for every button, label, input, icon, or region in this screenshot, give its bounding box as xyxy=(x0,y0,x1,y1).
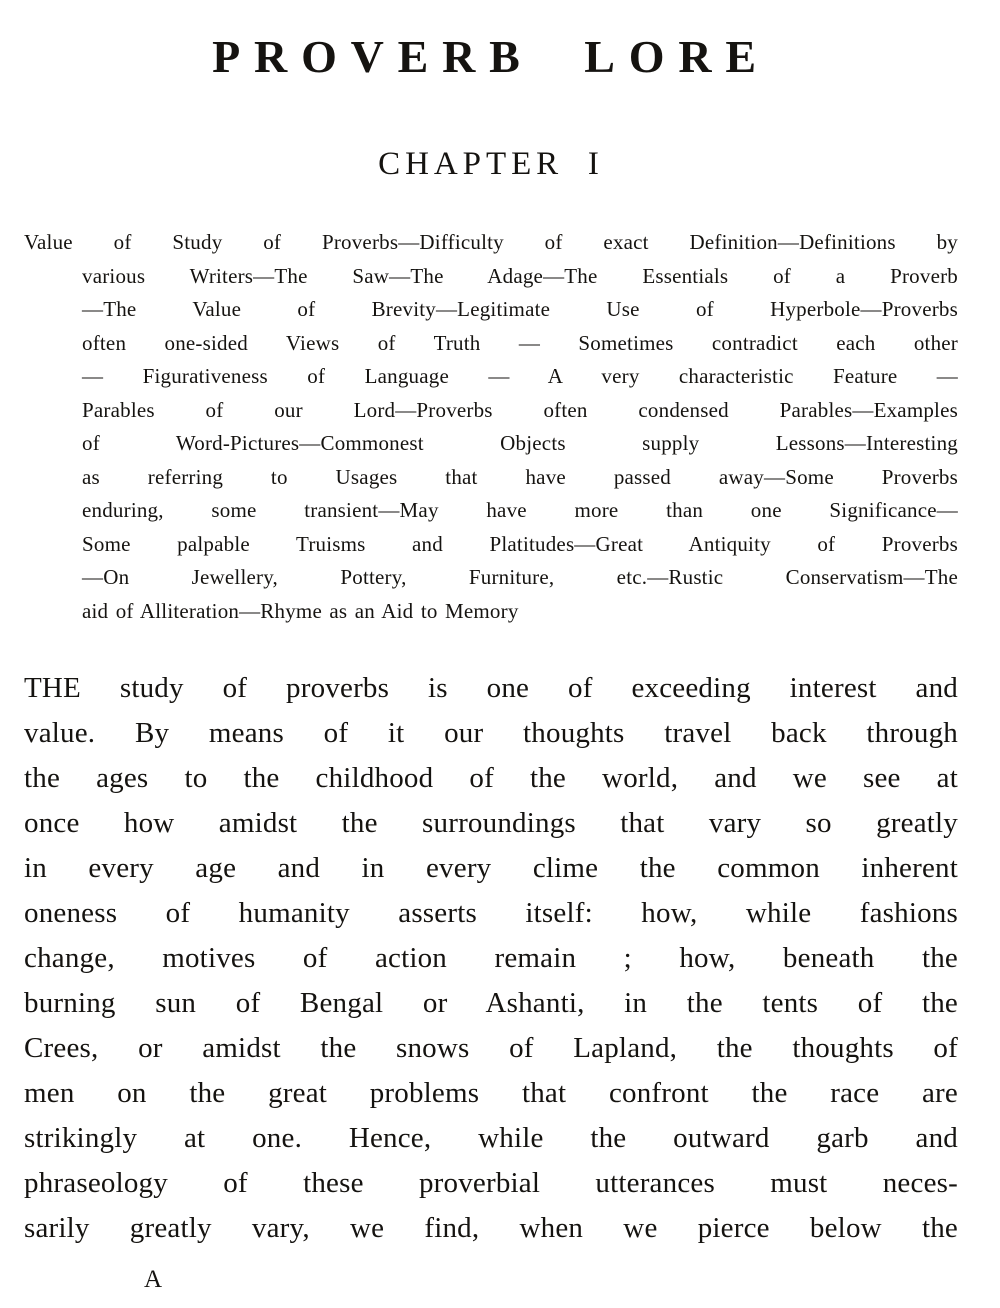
signature-mark: A xyxy=(144,1266,163,1293)
body-paragraph xyxy=(24,666,958,1251)
text-line: aid of Alliteration—Rhyme as an Aid to Memory xyxy=(82,598,519,623)
text-line: —On Jewellery, Pottery, Furniture, etc.—Rustic Conservatism—The xyxy=(82,565,958,589)
text-line: Some palpable Truisms and Platitudes—Great Antiquity of Proverbs xyxy=(82,531,958,556)
text-line: oneness of humanity asserts itself: how, while fashions xyxy=(24,897,958,929)
chapter-summary xyxy=(24,226,958,628)
text-line: sarily greatly vary, we find, when we pierce below the xyxy=(24,1212,958,1244)
text-line: strikingly at one. Hence, while the outward garb and xyxy=(24,1122,958,1154)
text-line: phraseology of these proverbial utterances must neces- xyxy=(24,1167,958,1199)
text-line: in every age and in every clime the common inherent xyxy=(24,852,958,884)
text-line: Value of Study of Proverbs—Difficulty of exact Definition—Definitions by xyxy=(24,230,958,254)
book-title: PROVERB LORE xyxy=(212,31,770,82)
text-line: value. By means of it our thoughts travel back through xyxy=(24,717,958,749)
text-line: enduring, some transient—May have more than one Significance— xyxy=(82,498,958,522)
text-line: —The Value of Brevity—Legitimate Use of Hyperbole—Proverbs xyxy=(82,297,958,321)
text-line: once how amidst the surroundings that vary so greatly xyxy=(24,807,958,839)
text-line: various Writers—The Saw—The Adage—The Essentials of a Proverb xyxy=(82,263,958,288)
text-line: often one-sided Views of Truth — Sometimes contradict each other xyxy=(82,330,958,355)
text-line: change, motives of action remain ; how, beneath the xyxy=(24,942,958,974)
text-line: THE study of proverbs is one of exceeding interest and xyxy=(24,672,958,704)
chapter-heading: CHAPTER I xyxy=(378,146,604,182)
text-line: — Figurativeness of Language — A very characteristic Feature — xyxy=(82,364,958,388)
text-line: the ages to the childhood of the world, and we see at xyxy=(24,762,958,794)
text-line: of Word-Pictures—Commonest Objects supply Lessons—Interesting xyxy=(82,431,958,455)
text-line: as referring to Usages that have passed away—Some Proverbs xyxy=(82,464,958,489)
text-line: Parables of our Lord—Proverbs often condensed Parables—Examples xyxy=(82,397,958,422)
text-line: men on the great problems that confront the race are xyxy=(24,1077,958,1109)
text-line: burning sun of Bengal or Ashanti, in the tents of the xyxy=(24,987,958,1019)
text-line: Crees, or amidst the snows of Lapland, the thoughts of xyxy=(24,1032,958,1064)
